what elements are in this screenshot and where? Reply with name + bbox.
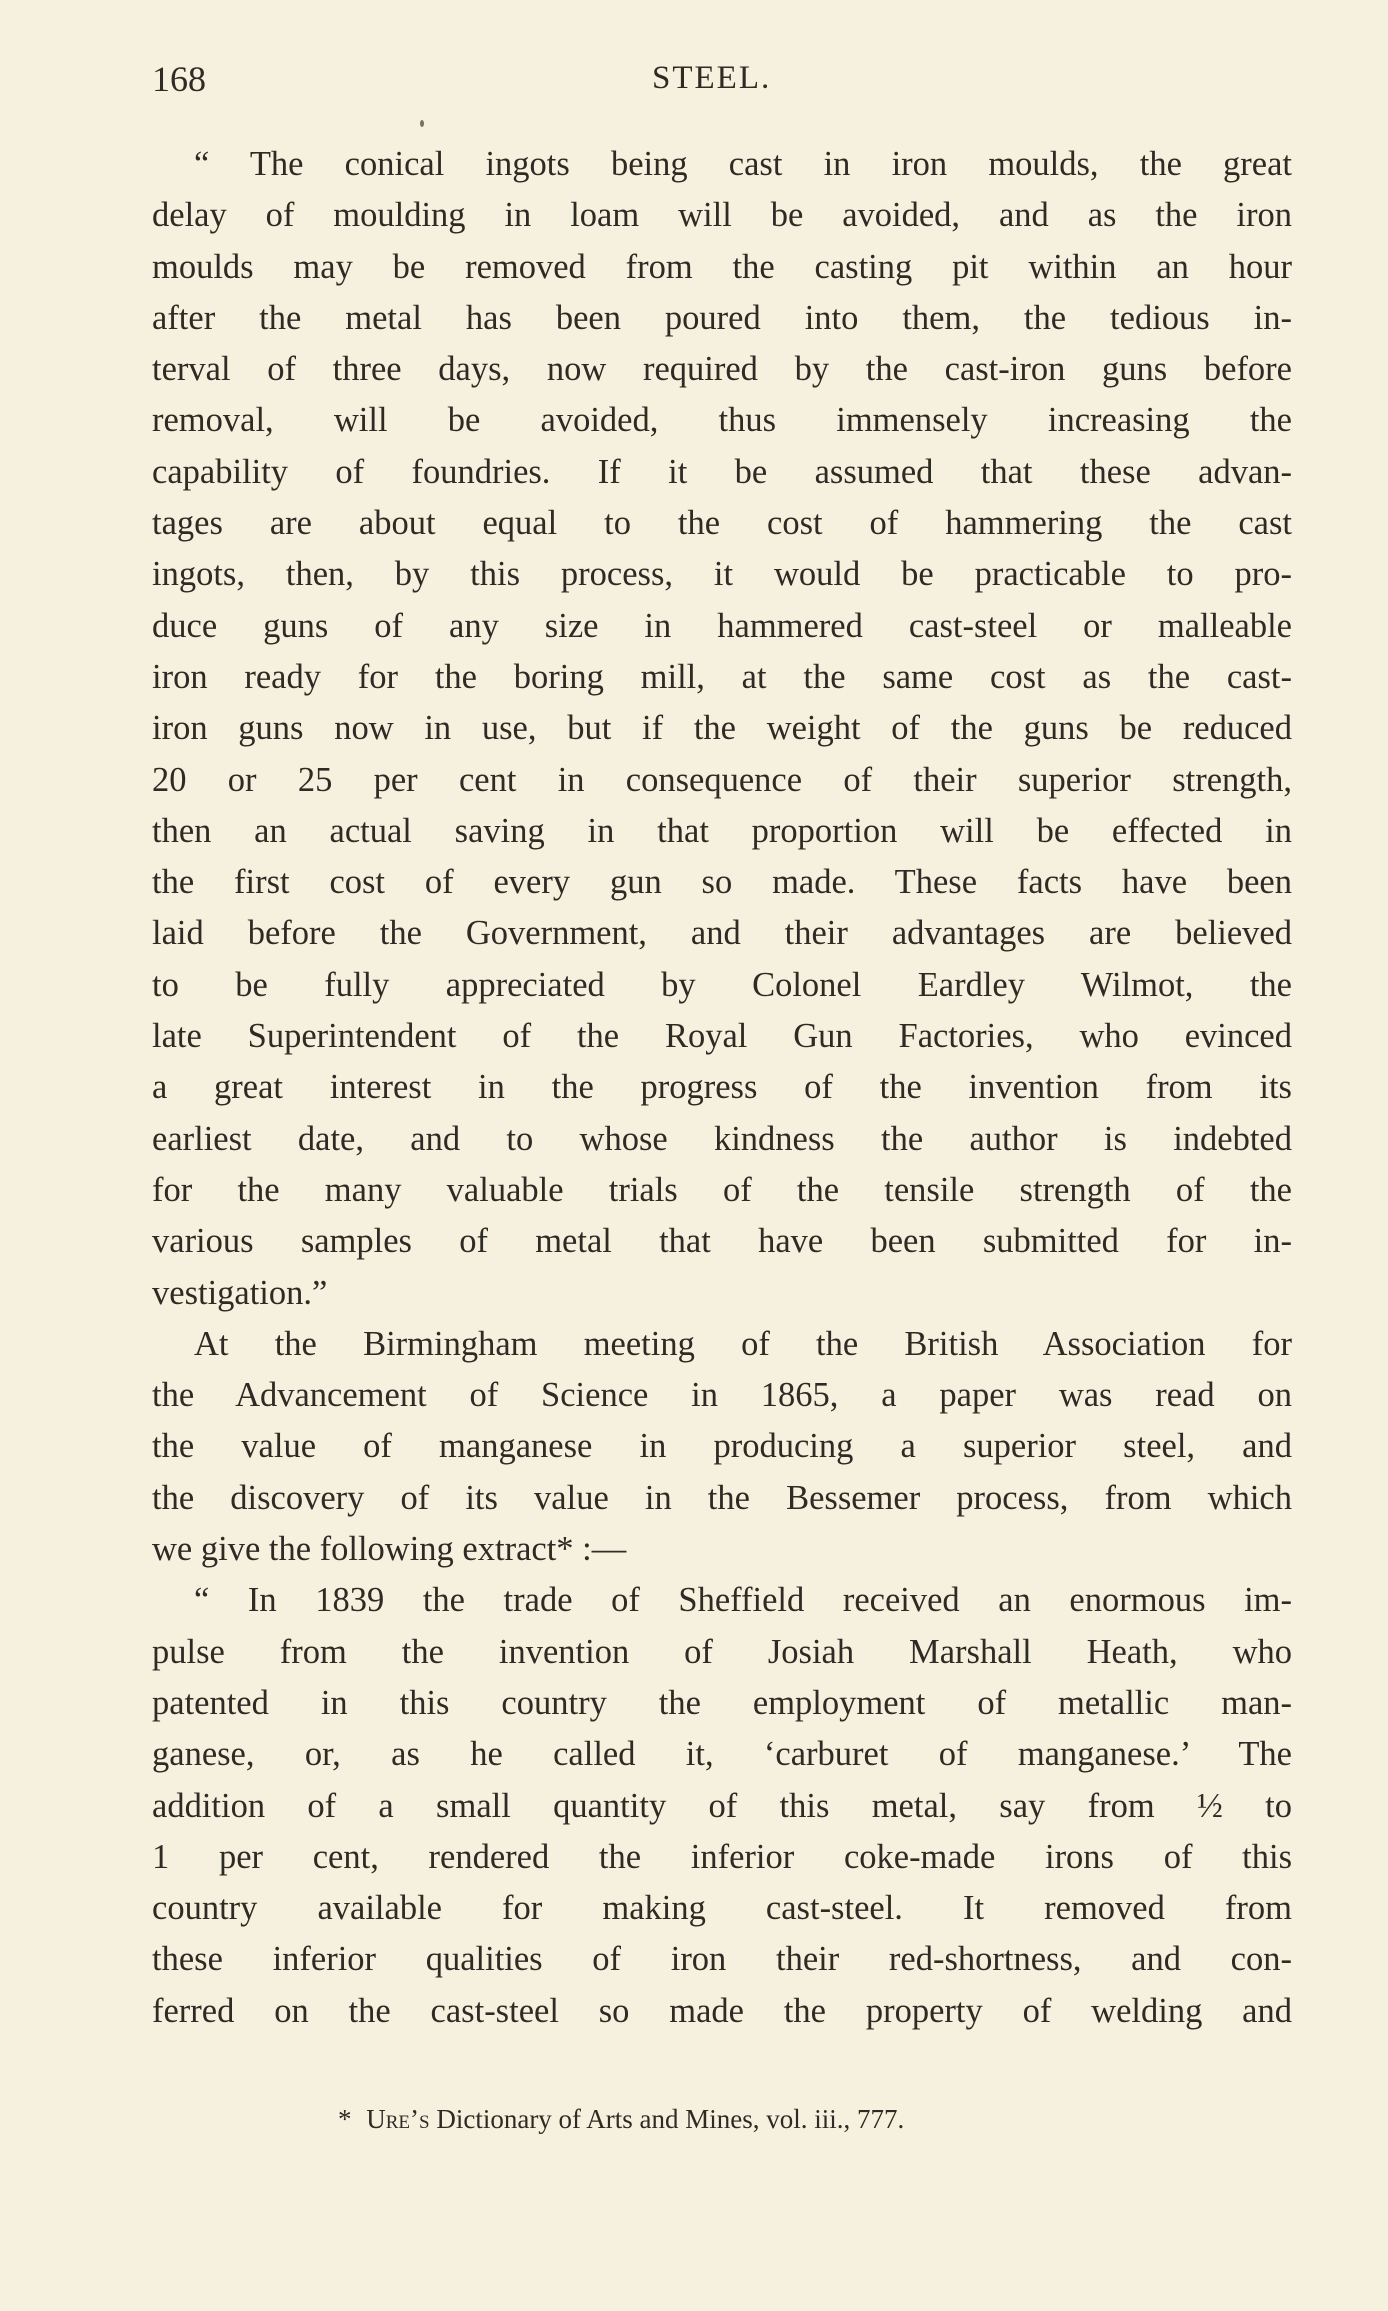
text-line: patented in this country the employment of metallic man- [152, 1683, 1292, 1722]
text-line: addition of a small quantity of this metal, say from ½ to [152, 1786, 1292, 1825]
text-line: these inferior qualities of iron their red-shortness, and con- [152, 1940, 1292, 1979]
text-line: tages are about equal to the cost of hammering the cast [152, 504, 1292, 543]
text-line: duce guns of any size in hammered cast-steel or malleable [152, 606, 1292, 645]
text-line: “ In 1839 the trade of Sheffield received an enormous im- [194, 1581, 1292, 1620]
text-line: iron guns now in use, but if the weight of the guns be reduced [152, 709, 1292, 748]
text-line: vestigation.” [152, 1273, 328, 1312]
text-line: “ The conical ingots being cast in iron moulds, the great [194, 145, 1292, 183]
text-line: delay of moulding in loam will be avoided, and as the iron [152, 196, 1292, 235]
text-line: iron ready for the boring mill, at the same cost as the cast- [152, 657, 1292, 696]
print-speck [420, 120, 424, 127]
footnote [338, 2104, 904, 2135]
text-line: terval of three days, now required by the cast-iron guns before [152, 350, 1292, 389]
text-line: 1 per cent, rendered the inferior coke-made irons of this [152, 1837, 1292, 1876]
footnote-text: Dictionary of Arts and Mines, vol. iii., 777. [429, 2104, 905, 2134]
page-number: 168 [152, 59, 206, 99]
text-line: then an actual saving in that proportion will be effected in [152, 811, 1292, 850]
text-line: At the Birmingham meeting of the British Association for [194, 1324, 1292, 1363]
text-line: capability of foundries. If it be assumed that these advan- [152, 452, 1292, 491]
running-head [152, 58, 1292, 108]
text-line: after the metal has been poured into them, the tedious in- [152, 298, 1292, 337]
text-line: the Advancement of Science in 1865, a paper was read on [152, 1376, 1292, 1415]
text-line: various samples of metal that have been submitted for in- [152, 1222, 1292, 1261]
footnote-author: Ure’s [366, 2104, 430, 2134]
body-text [152, 139, 1292, 2037]
text-line: moulds may be removed from the casting pit within an hour [152, 247, 1292, 286]
text-line: 20 or 25 per cent in consequence of their superior strength, [152, 760, 1292, 799]
text-line: the first cost of every gun so made. These facts have been [152, 863, 1292, 902]
text-line: the value of manganese in producing a superior steel, and [152, 1427, 1292, 1466]
text-line: a great interest in the progress of the invention from its [152, 1068, 1292, 1107]
text-line: earliest date, and to whose kindness the author is indebted [152, 1119, 1292, 1158]
text-line: country available for making cast-steel. It removed from [152, 1889, 1292, 1928]
text-line: ferred on the cast-steel so made the property of welding and [152, 1991, 1292, 2030]
text-line: ingots, then, by this process, it would be practicable to pro- [152, 555, 1292, 594]
text-line: pulse from the invention of Josiah Marshall Heath, who [152, 1632, 1292, 1671]
text-line: for the many valuable trials of the tensile strength of the [152, 1170, 1292, 1209]
text-line: to be fully appreciated by Colonel Eardley Wilmot, the [152, 965, 1292, 1004]
text-line: ganese, or, as he called it, ‘carburet of manganese.’ The [152, 1735, 1292, 1774]
text-line: late Superintendent of the Royal Gun Factories, who evinced [152, 1017, 1292, 1056]
text-line: laid before the Government, and their advantages are believed [152, 914, 1292, 953]
footnote-marker: * [338, 2104, 352, 2134]
running-title: STEEL. [652, 60, 772, 96]
text-line: removal, will be avoided, thus immensely increasing the [152, 401, 1292, 440]
text-line: we give the following extract* :— [152, 1530, 627, 1569]
text-line: the discovery of its value in the Bessemer process, from which [152, 1478, 1292, 1517]
